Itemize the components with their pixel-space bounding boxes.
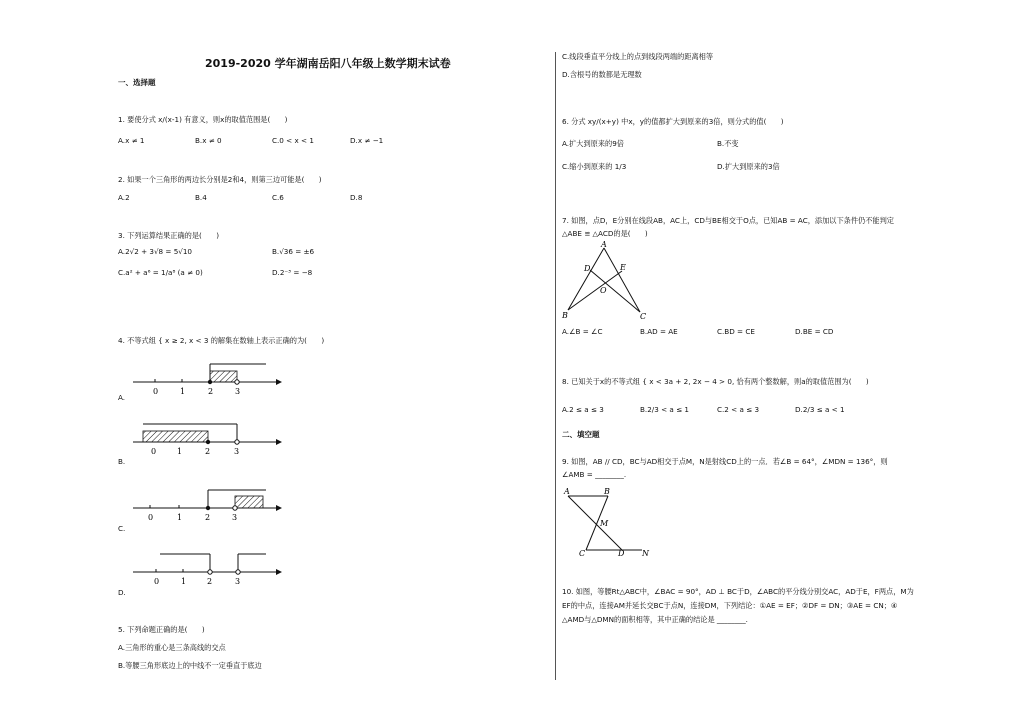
q4-stem: 4. 不等式组 { x ≥ 2, x < 3 的解集在数轴上表示正确的为( ) (118, 336, 325, 345)
svg-text:0: 0 (148, 513, 154, 522)
svg-text:0: 0 (154, 577, 160, 586)
q10-stem-line1: 10. 如图，等腰Rt△ABC中，∠BAC = 90°，AD ⊥ BC于D，∠ABC的平分线分别交AC，AD于E，F两点，M为 (562, 587, 914, 596)
q7-triangle-figure (560, 240, 660, 324)
q4-option-d: D. (118, 588, 126, 597)
q4-numberline-c (128, 486, 283, 528)
page-title: 2019-2020 学年湖南岳阳八年级上数学期末试卷 (205, 57, 451, 70)
q6-option-d: D.扩大到原来的3倍 (717, 162, 780, 171)
q7-option-b: B.AD = AE (640, 327, 678, 336)
q7-stem-line2: △ABE ≌ △ACD的是( ) (562, 229, 648, 238)
q2-option-a: A.2 (118, 193, 130, 202)
svg-text:D: D (584, 264, 591, 273)
svg-text:3: 3 (232, 513, 238, 522)
q4-numberline-b (128, 420, 283, 462)
q9-stem-line2: ∠AMB = ________. (562, 470, 627, 479)
q4-option-b: B. (118, 457, 126, 466)
q3-option-d: D.2⁻³ = −8 (272, 268, 313, 277)
q7-option-d: D.BE = CD (795, 327, 834, 336)
q7-stem-line1: 7. 如图，点D，E分别在线段AB，AC上，CD与BE相交于O点，已知AB = AC，添加以下条件仍不能判定 (562, 216, 894, 225)
column-divider (555, 52, 556, 680)
q9-parallel-figure (560, 484, 660, 558)
svg-text:E: E (620, 263, 626, 272)
svg-text:N: N (642, 549, 649, 558)
svg-text:0: 0 (151, 447, 157, 456)
q3-stem: 3. 下列运算结果正确的是( ) (118, 231, 220, 240)
svg-text:M: M (600, 519, 609, 528)
q4-option-a: A. (118, 393, 126, 402)
q1-option-d: D.x ≠ −1 (350, 136, 384, 145)
svg-text:A: A (564, 487, 570, 496)
q8-option-a: A.2 ≤ a ≤ 3 (562, 405, 604, 414)
q8-option-c: C.2 < a ≤ 3 (717, 405, 760, 414)
svg-text:1: 1 (180, 387, 186, 396)
q2-stem: 2. 如果一个三角形的两边长分别是2和4，则第三边可能是( ) (118, 175, 322, 184)
q2-option-b: B.4 (195, 193, 207, 202)
svg-text:C: C (640, 312, 647, 321)
q4-numberline-a (128, 360, 283, 402)
q5-stem: 5. 下列命题正确的是( ) (118, 625, 205, 634)
svg-text:C: C (579, 549, 586, 558)
q6-option-b: B.不变 (717, 139, 739, 148)
q1-option-c: C.0 < x < 1 (272, 136, 314, 145)
q3-option-b: B.√36 = ±6 (272, 247, 315, 256)
q3-option-c: C.a² + a⁶ = 1/a⁸ (a ≠ 0) (118, 268, 203, 277)
q2-option-c: C.6 (272, 193, 284, 202)
q5-option-a: A.三角形的重心是三条高线的交点 (118, 643, 226, 652)
q5-option-d: D.含根号的数都是无理数 (562, 70, 642, 79)
q7-option-c: C.BD = CE (717, 327, 755, 336)
svg-text:3: 3 (235, 387, 241, 396)
svg-text:1: 1 (177, 447, 183, 456)
q10-stem-line2: EF的中点，连接AM并延长交BC于点N，连接DM，下列结论：①AE = EF；②DF = DN；③AE = CN；④ (562, 601, 898, 610)
svg-text:B: B (562, 311, 568, 320)
svg-text:D: D (618, 549, 625, 558)
q1-option-a: A.x ≠ 1 (118, 136, 145, 145)
q4-numberline-d (128, 550, 283, 592)
q2-option-d: D.8 (350, 193, 363, 202)
q5-option-b: B.等腰三角形底边上的中线不一定垂直于底边 (118, 661, 262, 670)
q1-option-b: B.x ≠ 0 (195, 136, 222, 145)
svg-text:2: 2 (205, 513, 211, 522)
section-heading-fill: 二、填空题 (562, 430, 600, 439)
svg-text:2: 2 (208, 387, 214, 396)
q10-stem-line3: △AMD与△DMN的面积相等，其中正确的结论是 ________. (562, 615, 748, 624)
section-heading-choice: 一、选择题 (118, 78, 156, 87)
svg-text:2: 2 (207, 577, 213, 586)
q6-stem: 6. 分式 xy/(x+y) 中x，y的值都扩大到原来的3倍，则分式的值( ) (562, 117, 784, 126)
svg-text:2: 2 (205, 447, 211, 456)
q8-option-b: B.2/3 < a ≤ 1 (640, 405, 689, 414)
svg-text:3: 3 (235, 577, 241, 586)
svg-text:B: B (604, 487, 610, 496)
q8-option-d: D.2/3 ≤ a < 1 (795, 405, 845, 414)
q5-option-c: C.线段垂直平分线上的点到线段两端的距离相等 (562, 52, 714, 61)
svg-text:O: O (600, 286, 607, 295)
svg-text:0: 0 (153, 387, 159, 396)
q8-stem: 8. 已知关于x的不等式组 { x < 3a + 2, 2x − 4 > 0, 恰有两个整数解，则a的取值范围为( ) (562, 377, 869, 386)
svg-text:1: 1 (177, 513, 183, 522)
svg-text:A: A (601, 240, 607, 249)
q6-option-a: A.扩大到原来的9倍 (562, 139, 624, 148)
svg-text:3: 3 (234, 447, 240, 456)
q3-option-a: A.2√2 + 3√8 = 5√10 (118, 247, 193, 256)
q9-stem-line1: 9. 如图，AB // CD，BC与AD相交于点M，N是射线CD上的一点．若∠B = 64°，∠MDN = 136°，则 (562, 457, 888, 466)
q7-option-a: A.∠B = ∠C (562, 327, 603, 336)
q4-option-c: C. (118, 524, 126, 533)
q1-stem: 1. 要使分式 x/(x-1) 有意义，则x的取值范围是( ) (118, 115, 288, 124)
q6-option-c: C.缩小到原来的 1/3 (562, 162, 627, 171)
svg-text:1: 1 (181, 577, 187, 586)
